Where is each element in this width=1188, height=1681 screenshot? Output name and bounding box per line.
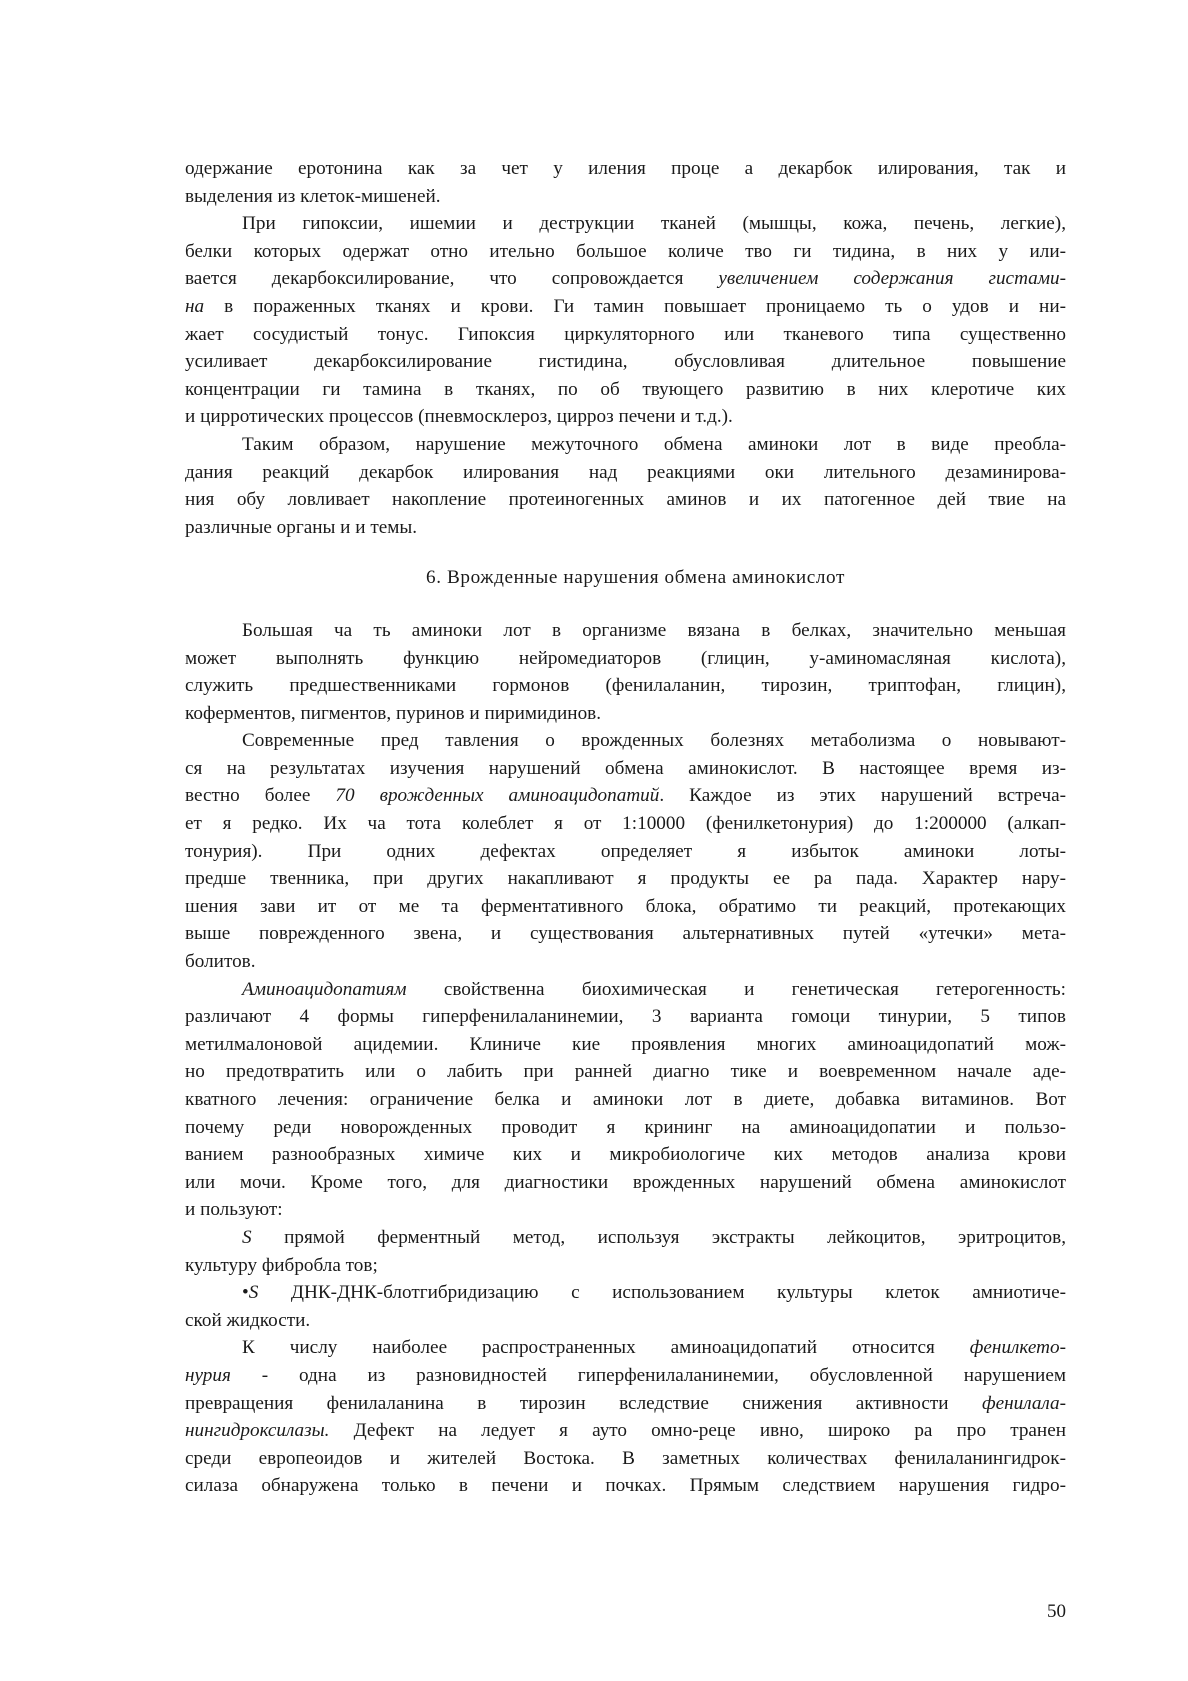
text-line — [185, 1390, 1066, 1418]
text-run: Таким образом, нарушение межуточного обмена аминоки лот в виде преобла- — [242, 433, 1066, 455]
text-line — [185, 976, 1066, 1004]
text-run: - одна из разновидностей гиперфенилаланинемии, обусловленной нарушением — [230, 1364, 1066, 1386]
text-line — [185, 1141, 1066, 1169]
italic-text: S — [248, 1282, 259, 1304]
text-run: различные органы и и темы. — [185, 516, 418, 538]
text-line — [185, 1114, 1066, 1142]
text-run: превращения фенилаланина в тирозин вследствие снижения активности — [185, 1392, 982, 1414]
text-run: выделения из клеток-мишеней. — [185, 185, 441, 207]
text-line — [185, 348, 1066, 376]
text-line — [185, 238, 1066, 266]
text-line — [185, 210, 1066, 238]
text-run: коферментов, пигментов, пуринов и пиримидинов. — [185, 702, 602, 724]
italic-text: Аминоацидопатиям — [242, 978, 407, 1000]
text-run: ния обу ловливает накопление протеиногенных аминов и их патогенное дей твие на — [185, 489, 1066, 511]
text-line — [185, 265, 1066, 293]
paragraph — [185, 976, 1066, 1224]
body-text — [185, 155, 1066, 1500]
text-run: Дефект на ледует я ауто омно-реце ивно, широко ра про транен — [329, 1420, 1066, 1442]
text-line — [185, 782, 1066, 810]
text-line — [185, 1252, 1066, 1280]
text-line — [185, 700, 1066, 728]
text-run: и цирротических процессов (пневмосклероз, цирроз печени и т.д.). — [185, 406, 733, 428]
text-line — [185, 1362, 1066, 1390]
text-run: и пользуют: — [185, 1199, 283, 1221]
paragraph — [185, 155, 1066, 210]
paragraph — [185, 1334, 1066, 1500]
text-run: жает сосудистый тонус. Гипоксия циркуляторного или тканевого типа существенно — [185, 323, 1066, 345]
text-line — [185, 1417, 1066, 1445]
text-line — [185, 1334, 1066, 1362]
text-run: Современные пред тавления о врожденных болезнях метаболизма о новывают- — [242, 730, 1066, 752]
paragraph — [185, 617, 1066, 727]
text-run: метилмалоновой ацидемии. Клиниче кие проявления многих аминоацидопатий мож- — [185, 1033, 1066, 1055]
text-line — [185, 486, 1066, 514]
text-line — [185, 376, 1066, 404]
text-run: выше поврежденного звена, и существования альтернативных путей «утечки» мета- — [185, 923, 1066, 945]
text-run: кватного лечения: ограничение белка и аминоки лот в диете, добавка витаминов. Вот — [185, 1089, 1066, 1110]
text-run: свойственна биохимическая и генетическая гетерогенность: — [406, 978, 1066, 1000]
text-run: может выполнять функцию нейромедиаторов (глицин, у-аминомасляная кислота), — [185, 647, 1066, 669]
text-run: При гипоксии, ишемии и деструкции тканей (мышцы, кожа, печень, легкие), — [242, 213, 1066, 235]
text-run: служить предшественниками гормонов (фенилаланин, тирозин, триптофан, глицин), — [185, 675, 1066, 697]
text-run: шения зави ит от ме та ферментативного блока, обратимо ти реакций, протекающих — [185, 895, 1066, 917]
italic-text: на — [185, 295, 205, 317]
text-run: различают 4 формы гиперфенилаланинемии, 3 варианта гомоци тинурии, 5 типов — [185, 1006, 1066, 1028]
italic-text: нурия — [185, 1364, 231, 1386]
text-run: белки которых одержат отно ительно большое количе тво ги тидина, в них у или- — [185, 240, 1066, 262]
text-run: прямой ферментный метод, используя экстракты лейкоцитов, эритроцитов, — [251, 1226, 1066, 1248]
text-line — [185, 645, 1066, 673]
text-run: предше твенника, при других накапливают я продукты ее ра пада. Характер нару- — [185, 868, 1066, 890]
text-line — [185, 948, 1066, 976]
text-run: К числу наиболее распространенных аминоацидопатий относится — [242, 1337, 970, 1359]
italic-text: S — [242, 1226, 252, 1248]
text-line — [185, 1086, 1066, 1114]
paragraph — [185, 210, 1066, 431]
text-line — [185, 617, 1066, 645]
text-line — [185, 1279, 1066, 1307]
paragraph — [185, 431, 1066, 541]
text-run: тонурия). При одних дефектах определяет я избыток аминоки лоты- — [185, 840, 1066, 862]
text-line — [185, 810, 1066, 838]
text-run: силаза обнаружена только в печени и почках. Прямым следствием нарушения гидро- — [185, 1475, 1066, 1497]
text-line — [185, 1196, 1066, 1224]
italic-text: 70 врожденных аминоацидопатий — [335, 785, 660, 807]
text-line — [185, 155, 1066, 183]
paragraph — [185, 1224, 1066, 1279]
paragraph — [185, 727, 1066, 975]
text-run: одержание еротонина как за чет у иления проце а декарбок илирования, так и — [185, 158, 1066, 179]
italic-text: фенилкето- — [969, 1337, 1066, 1359]
text-run: дания реакций декарбок илирования над реакциями оки лительного дезаминирова- — [185, 461, 1066, 483]
text-run: в пораженных тканях и крови. Ги тамин повышает проницаемо ть о удов и ни- — [204, 295, 1066, 317]
text-run: ет я редко. Их ча тота колеблет я от 1:10000 (фенилкетонурия) до 1:200000 (алкап- — [185, 813, 1066, 835]
text-run: . Каждое из этих нарушений встреча- — [659, 785, 1066, 807]
text-line — [185, 183, 1066, 211]
text-line — [185, 1472, 1066, 1500]
text-line — [185, 1003, 1066, 1031]
text-run: почему реди новорожденных проводит я крининг на аминоацидопатии и пользо- — [185, 1116, 1066, 1138]
text-line — [185, 403, 1066, 431]
text-line — [185, 431, 1066, 459]
text-line — [185, 893, 1066, 921]
text-run: усиливает декарбоксилирование гистидина, обусловливая длительное повышение — [185, 351, 1066, 373]
text-line — [185, 293, 1066, 321]
text-run: или мочи. Кроме того, для диагностики врожденных нарушений обмена аминокислот — [185, 1171, 1066, 1193]
text-run: ванием разнообразных химиче ких и микробиологиче ких методов анализа крови — [185, 1144, 1066, 1166]
text-line — [185, 1224, 1066, 1252]
text-run: но предотвратить или о лабить при ранней диагно тике и воевременном начале аде- — [185, 1061, 1066, 1083]
text-line — [185, 672, 1066, 700]
text-run: вестно более — [185, 785, 336, 807]
page-number: 50 — [1047, 1601, 1066, 1622]
italic-text: нингидроксилазы. — [185, 1420, 330, 1442]
text-run: ДНК-ДНК-блотгибридизацию с использованием культуры клеток амниотиче- — [258, 1282, 1066, 1304]
text-run: вается декарбоксилирование, что сопровождается — [185, 268, 719, 290]
text-line — [185, 1031, 1066, 1059]
text-run: концентрации ги тамина в тканях, по об твующего развитию в них клеротиче ких — [185, 378, 1066, 400]
text-line — [185, 838, 1066, 866]
text-run: ской жидкости. — [185, 1309, 311, 1331]
italic-text: увеличением содержания гистами- — [718, 268, 1066, 290]
text-line — [185, 1058, 1066, 1086]
text-line — [185, 1307, 1066, 1335]
text-line — [185, 321, 1066, 349]
text-line — [185, 1445, 1066, 1473]
text-run: • — [242, 1282, 249, 1304]
text-line — [185, 1169, 1066, 1197]
text-run: среди европеоидов и жителей Востока. В заметных количествах фенилаланингидрок- — [185, 1447, 1066, 1469]
italic-text: фенилала- — [981, 1392, 1066, 1414]
text-line — [185, 459, 1066, 487]
text-line — [185, 920, 1066, 948]
text-run: болитов. — [185, 951, 256, 973]
text-line — [185, 755, 1066, 783]
section-heading: 6. Врожденные нарушения обмена аминокислот — [426, 567, 845, 589]
text-run: ся на результатах изучения нарушений обмена аминокислот. В настоящее время из- — [185, 757, 1066, 779]
text-line — [185, 514, 1066, 542]
paragraph — [185, 1279, 1066, 1334]
text-line — [185, 865, 1066, 893]
text-line — [185, 727, 1066, 755]
text-run: культуру фибробла тов; — [185, 1254, 378, 1276]
text-run: Большая ча ть аминоки лот в организме вязана в белках, значительно меньшая — [242, 619, 1066, 641]
